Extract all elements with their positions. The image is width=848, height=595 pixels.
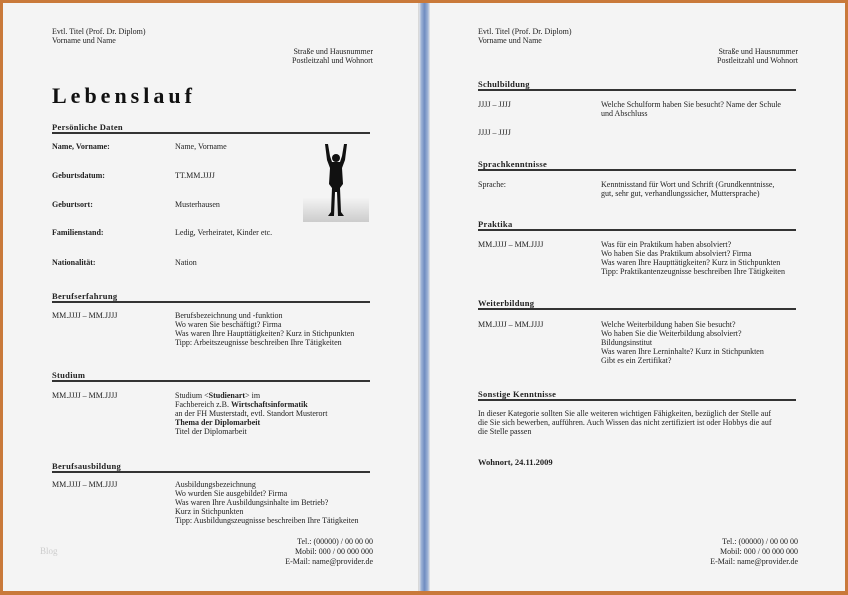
section-heading: Berufsausbildung [52,461,122,471]
profile-photo [303,140,369,222]
value-marital: Ledig, Verheiratet, Kinder etc. [175,228,273,237]
entry-line: und Abschluss [601,109,648,118]
section-rule [52,301,370,303]
address-street: Straße und Hausnummer [718,47,798,56]
entry-date: MM.JJJJ – MM.JJJJ [478,240,544,249]
section-heading: Sonstige Kenntnisse [478,389,557,399]
entry-line: Was für ein Praktikum haben absolviert? [601,240,732,249]
header-name: Vorname und Name [52,36,116,45]
entry-line: Wo waren Sie beschäftigt? Firma [175,320,282,329]
paragraph-line: In dieser Kategorie sollten Sie alle weiteren wichtigen Fähigkeiten, bezüglich der Stelle auf [478,409,772,418]
watermark: Blog [40,546,58,556]
entry-line: Wo wurden Sie ausgebildet? Firma [175,489,288,498]
page-2 [430,3,845,591]
entry-date: MM.JJJJ – MM.JJJJ [52,311,118,320]
entry-line: Thema der Diplomarbeit [175,418,261,427]
label-nationality: Nationalität: [52,258,96,267]
section-rule [52,471,370,473]
section-heading: Praktika [478,219,513,229]
section-heading: Persönliche Daten [52,122,123,132]
address-street: Straße und Hausnummer [293,47,373,56]
page-title: Lebenslauf [52,83,196,108]
header-title: Evtl. Titel (Prof. Dr. Diplom) [52,27,146,36]
section-heading: Berufserfahrung [52,291,118,301]
text: Studium < [175,391,209,400]
entry-line: Was waren Ihre Haupttätigkeiten? Kurz in Stichpunkten [601,258,781,267]
entry-line: Wo haben Sie das Praktikum absolviert? Firma [601,249,752,258]
entry-line: Welche Schulform haben Sie besucht? Name der Schule [601,100,781,109]
text: Fachbereich z.B. [175,400,231,409]
contact-phone: Tel.: (00000) / 00 00 00 [722,537,798,546]
entry-line: Wo haben Sie die Weiterbildung absolviert? [601,329,742,338]
entry-date: MM.JJJJ – MM.JJJJ [52,391,118,400]
entry-line [175,391,260,400]
address-city: Postleitzahl und Wohnort [292,56,373,65]
section-heading: Studium [52,370,86,380]
person-silhouette-icon [303,140,369,222]
header-name: Vorname und Name [478,36,542,45]
contact-email: E-Mail: name@provider.de [710,557,798,566]
section-rule [52,380,370,382]
entry-line: Tipp: Praktikantenzeugnisse beschreiben Ihre Tätigkeiten [601,267,785,276]
text-bold: Wirtschaftsinformatik [230,400,308,409]
entry-line: Tipp: Ausbildungszeugnisse beschreiben Ihre Tätigkeiten [175,516,359,525]
label-birthdate: Geburtsdatum: [52,171,105,180]
entry-label: Sprache: [478,180,506,189]
entry-line: Berufsbezeichnung und -funktion [175,311,283,320]
section-rule [478,308,796,310]
section-rule [478,89,796,91]
section-heading: Weiterbildung [478,298,535,308]
label-marital: Familienstand: [52,228,104,237]
text: > im [245,391,261,400]
contact-email: E-Mail: name@provider.de [285,557,373,566]
entry-line: Was waren Ihre Haupttätigkeiten? Kurz in Stichpunkten [175,329,355,338]
section-rule [478,229,796,231]
section-heading: Schulbildung [478,79,530,89]
entry-line: Kurz in Stichpunkten [175,507,244,516]
text-bold: Studienart [208,391,246,400]
entry-line: Bildungsinstitut [601,338,653,347]
section-rule [52,132,370,134]
paragraph-line: die Stelle passen [478,427,532,436]
entry-line: Was waren Ihre Lerninhalte? Kurz in Stichpunkten [601,347,764,356]
page-divider [419,3,430,591]
section-rule [478,399,796,401]
entry-line: gut, sehr gut, verhandlungssicher, Muttersprache) [601,189,760,198]
entry-line: Gibt es ein Zertifikat? [601,356,672,365]
value-birthplace: Musterhausen [175,200,220,209]
entry-line: Was waren Ihre Ausbildungsinhalte im Betrieb? [175,498,329,507]
value-nationality: Nation [175,258,197,267]
page-1 [3,3,418,591]
section-rule [478,169,796,171]
contact-mobile: Mobil: 000 / 00 000 000 [719,547,798,556]
entry-line: an der FH Musterstadt, evtl. Standort Musterort [175,409,328,418]
entry-line: Welche Weiterbildung haben Sie besucht? [601,320,736,329]
value-birthdate: TT.MM.JJJJ [175,171,215,180]
entry-line: Ausbildungsbezeichnung [175,480,256,489]
address-city: Postleitzahl und Wohnort [717,56,798,65]
entry-date: JJJJ – JJJJ [478,100,511,109]
document-viewer [3,3,845,591]
entry-line: Titel der Diplomarbeit [175,427,247,436]
entry-date: MM.JJJJ – MM.JJJJ [52,480,118,489]
value-name: Name, Vorname [175,142,227,151]
paragraph-line: die Sie sich bewerben, aufführen. Auch Wissen das nicht zertifiziert ist oder Hobbys die auf [478,418,772,427]
entry-line: Tipp: Arbeitszeugnisse beschreiben Ihre Tätigkeiten [175,338,342,347]
label-name: Name, Vorname: [52,142,110,151]
entry-line: Kenntnisstand für Wort und Schrift (Grundkenntnisse, [601,180,775,189]
contact-phone: Tel.: (00000) / 00 00 00 [297,537,373,546]
contact-mobile: Mobil: 000 / 00 000 000 [294,547,373,556]
entry-date: MM.JJJJ – MM.JJJJ [478,320,544,329]
entry-date: JJJJ – JJJJ [478,128,511,137]
section-heading: Sprachkenntnisse [478,159,548,169]
entry-line [175,400,308,409]
label-birthplace: Geburtsort: [52,200,93,209]
place-date: Wohnort, 24.11.2009 [478,457,553,467]
header-title: Evtl. Titel (Prof. Dr. Diplom) [478,27,572,36]
